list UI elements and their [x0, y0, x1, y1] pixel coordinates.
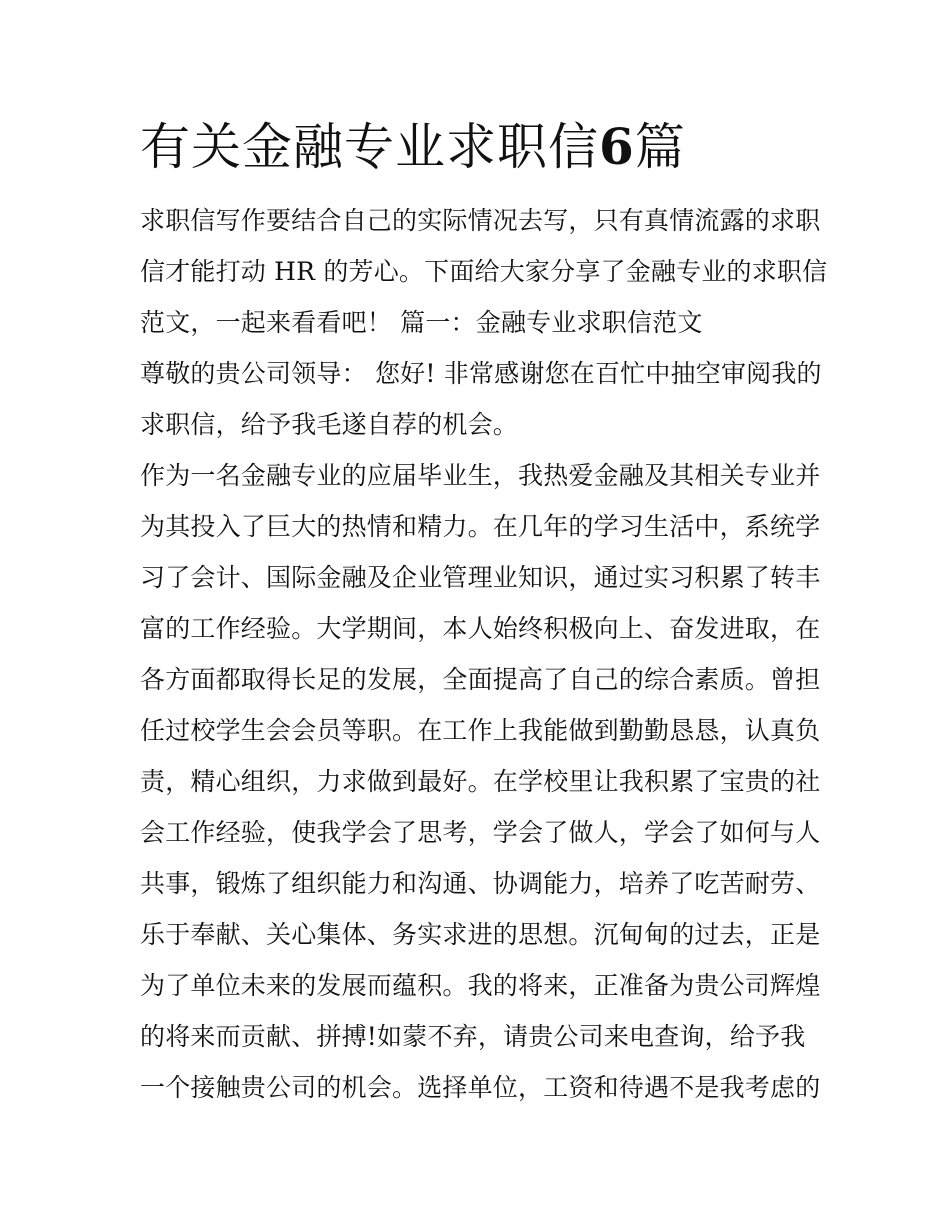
body-line-14: 共事，锻炼了组织能力和沟通、协调能力，培养了吃苦耐劳、 — [140, 869, 821, 898]
body-line-13: 会工作经验，使我学会了思考，学会了做人，学会了如何与人 — [140, 818, 821, 847]
body-line-9: 富的工作经验。大学期间，本人始终积极向上、奋发进取，在 — [140, 614, 821, 643]
body-line-6: 作为一名金融专业的应届毕业生，我热爱金融及其相关专业并 — [140, 461, 821, 490]
body-line-3: 范文，一起来看看吧！ 篇一：金融专业求职信范文 — [140, 308, 703, 337]
document-title — [140, 112, 686, 182]
body-line-4: 尊敬的贵公司领导： 您好! 非常感谢您在百忙中抽空审阅我的 — [140, 359, 822, 388]
body-line-17: 的将来而贡献、拼搏!如蒙不弃，请贵公司来电查询，给予我 — [140, 1022, 806, 1051]
body-line-12: 责，精心组织，力求做到最好。在学校里让我积累了宝贵的社 — [140, 767, 821, 796]
body-line-2: 信才能打动 HR 的芳心。下面给大家分享了金融专业的求职信 — [140, 257, 828, 286]
title-main: 有关金融专业求职信 — [140, 118, 599, 176]
body-line-16: 为了单位未来的发展而蕴积。我的将来，正准备为贵公司辉煌 — [140, 971, 821, 1000]
body-line-15: 乐于奉献、关心集体、务实求进的思想。沉甸甸的过去，正是 — [140, 920, 821, 949]
body-line-11: 任过校学生会会员等职。在工作上我能做到勤勤恳恳，认真负 — [140, 716, 821, 745]
title-number: 6 — [599, 117, 635, 176]
body-line-7: 为其投入了巨大的热情和精力。在几年的学习生活中，系统学 — [140, 512, 821, 541]
body-line-10: 各方面都取得长足的发展，全面提高了自己的综合素质。曾担 — [140, 665, 821, 694]
body-line-8: 习了会计、国际金融及企业管理业知识，通过实习积累了转丰 — [140, 563, 821, 592]
body-line-18: 一个接触贵公司的机会。选择单位，工资和待遇不是我考虑的 — [140, 1073, 821, 1102]
body-line-5: 求职信，给予我毛遂自荐的机会。 — [140, 410, 519, 439]
body-line-1: 求职信写作要结合自己的实际情况去写，只有真情流露的求职 — [140, 206, 821, 235]
title-suffix: 篇 — [634, 118, 686, 176]
